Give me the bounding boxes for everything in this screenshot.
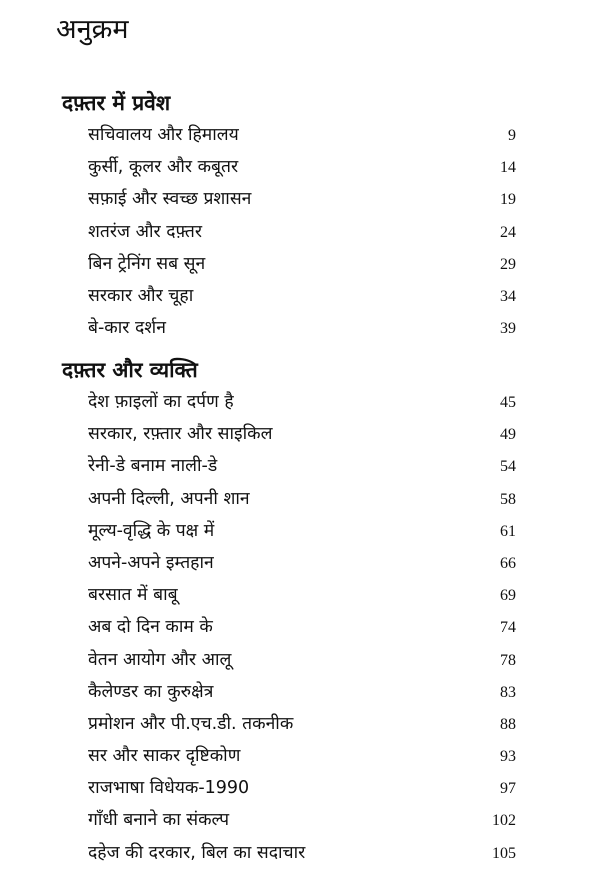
entry-title: सर और साकर दृष्टिकोण	[88, 746, 241, 767]
toc-entry[interactable]	[0, 645, 600, 677]
entry-page-number: 9	[508, 127, 516, 144]
entry-page-number: 93	[500, 748, 516, 766]
entry-title: शतरंज और दफ़्तर	[88, 221, 203, 242]
toc-entry[interactable]	[0, 580, 600, 612]
toc-entry[interactable]	[0, 387, 600, 419]
entry-page-number: 102	[492, 812, 516, 830]
toc-entry[interactable]	[0, 677, 600, 709]
entry-page-number: 39	[500, 320, 516, 338]
page-title: अनुक्रम	[56, 14, 129, 45]
entry-title: कुर्सी, कूलर और कबूतर	[88, 157, 239, 178]
entry-title: सरकार और चूहा	[88, 285, 194, 306]
toc-entry[interactable]	[0, 249, 600, 281]
toc-entry[interactable]	[0, 313, 600, 345]
toc-entry[interactable]	[0, 451, 600, 483]
entry-page-number: 61	[500, 522, 516, 540]
entry-title: सचिवालय और हिमालय	[88, 125, 239, 145]
entry-title: बरसात में बाबू	[88, 585, 178, 606]
toc-entry[interactable]	[0, 217, 600, 249]
entry-page-number: 97	[500, 780, 516, 798]
toc-entry[interactable]	[0, 838, 600, 870]
toc-entry[interactable]	[0, 281, 600, 313]
entry-title: अपनी दिल्ली, अपनी शान	[88, 488, 250, 509]
toc-entry[interactable]	[0, 805, 600, 837]
entry-page-number: 88	[500, 715, 516, 733]
toc-entry[interactable]	[0, 419, 600, 451]
entry-page-number: 49	[500, 426, 516, 444]
toc-entry[interactable]	[0, 184, 600, 216]
entry-title: सरकार, रफ़्तार और साइकिल	[88, 424, 273, 445]
entry-title: गाँधी बनाने का संकल्प	[88, 810, 230, 831]
entry-title: देश फ़ाइलों का दर्पण है	[88, 392, 234, 412]
entry-page-number: 74	[500, 619, 516, 637]
entry-page-number: 34	[500, 287, 516, 305]
entry-title: बे-कार दर्शन	[88, 318, 166, 339]
entry-title: कैलेण्डर का कुरुक्षेत्र	[88, 681, 214, 702]
section-title: दफ़्तर में प्रवेश	[62, 91, 171, 115]
entry-title: सफ़ाई और स्वच्छ प्रशासन	[88, 189, 252, 210]
entry-page-number: 58	[500, 490, 516, 508]
entry-title: अपने-अपने इम्तहान	[88, 552, 214, 573]
entry-page-number: 66	[500, 554, 516, 572]
entry-page-number: 14	[500, 159, 516, 177]
toc-entry[interactable]	[0, 773, 600, 805]
toc-entry[interactable]	[0, 741, 600, 773]
entry-page-number: 83	[500, 683, 516, 701]
toc-entry[interactable]	[0, 484, 600, 516]
section-entries	[0, 387, 600, 870]
entry-title: दहेज की दरकार, बिल का सदाचार	[88, 842, 306, 863]
entry-page-number: 78	[500, 651, 516, 669]
toc-entry[interactable]	[0, 548, 600, 580]
entry-page-number: 29	[500, 255, 516, 273]
toc-entry[interactable]	[0, 612, 600, 644]
toc-entry[interactable]	[0, 709, 600, 741]
toc-entry[interactable]	[0, 120, 600, 152]
section-entries	[0, 120, 600, 345]
entry-page-number: 19	[500, 191, 516, 209]
entry-title: राजभाषा विधेयक-1990	[88, 778, 250, 799]
entry-title: मूल्य-वृद्धि के पक्ष में	[88, 520, 215, 541]
entry-title: अब दो दिन काम के	[88, 617, 213, 638]
toc-entry[interactable]	[0, 516, 600, 548]
entry-title: बिन ट्रेनिंग सब सून	[88, 253, 206, 274]
entry-page-number: 54	[500, 458, 516, 476]
entry-title: वेतन आयोग और आलू	[88, 649, 232, 670]
entry-title: रेनी-डे बनाम नाली-डे	[88, 456, 218, 477]
toc-entry[interactable]	[0, 152, 600, 184]
entry-page-number: 105	[492, 844, 516, 862]
section-title: दफ़्तर और व्यक्ति	[62, 358, 198, 382]
entry-title: प्रमोशन और पी.एच.डी. तकनीक	[88, 713, 294, 734]
entry-page-number: 69	[500, 587, 516, 605]
entry-page-number: 45	[500, 394, 516, 411]
entry-page-number: 24	[500, 223, 516, 241]
